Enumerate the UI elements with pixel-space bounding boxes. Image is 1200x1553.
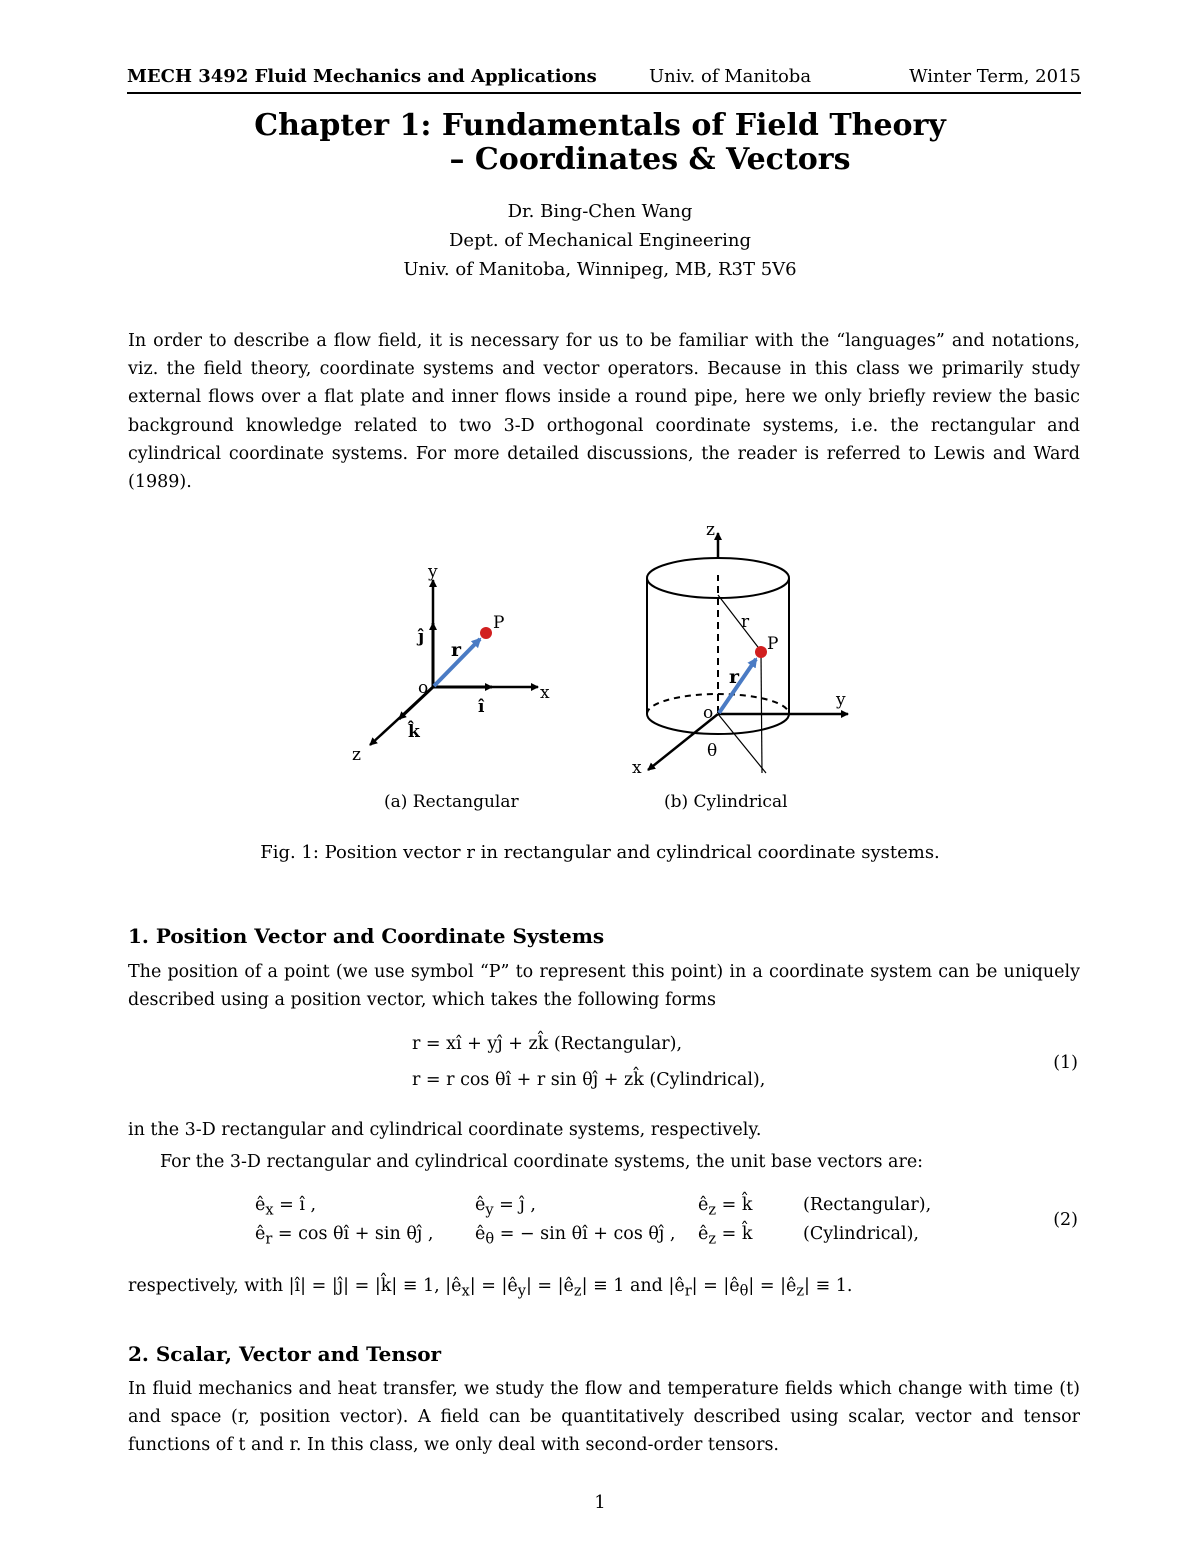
eq2-rect-label: (Rectangular), — [803, 1195, 932, 1215]
author-dept: Dept. of Mechanical Engineering — [448, 230, 752, 251]
label-j: ĵ — [418, 627, 425, 647]
running-header — [127, 66, 1081, 94]
eq2-ez: $ê_z$ = k̂ — [698, 1195, 753, 1219]
equation1-number: (1) — [1053, 1053, 1078, 1073]
label-r-top: r — [741, 612, 750, 632]
label-p: P — [767, 634, 779, 654]
header-university: Univ. of Manitoba — [649, 66, 812, 87]
course-title: MECH 3492 Fluid Mechanics and Applications — [127, 66, 597, 87]
eq2-etheta: $ê_\theta$ = − sin θî + cos θĵ , — [475, 1224, 676, 1248]
label-x: x — [540, 683, 550, 703]
radial-line-top — [718, 595, 761, 651]
subcaption-rectangular: (a) Rectangular — [384, 792, 519, 812]
equation2-number: (2) — [1053, 1210, 1078, 1230]
eq2-er: $ê_r = \cos$ θî + sin θĵ , — [255, 1224, 434, 1248]
label-r: r — [451, 639, 462, 661]
point-p — [480, 627, 492, 639]
rectangular-diagram — [352, 562, 550, 765]
figure-caption: Fig. 1: Position vector r in rectangular and cylindrical coordinate systems. — [260, 842, 940, 863]
section2-heading: 2. Scalar, Vector and Tensor — [128, 1342, 442, 1366]
section2-paragraph: In fluid mechanics and heat transfer, we study the flow and temperature fields which change with time (t) and space (r, position vector). A field can be quantitatively described using scalar, vector and tensor functions of t and r. In this class, we only deal with second-order tensors. — [128, 1379, 1080, 1456]
radial-projection — [718, 714, 766, 773]
label-x: x — [632, 758, 642, 778]
label-r: r — [729, 666, 740, 688]
label-p: P — [493, 613, 505, 633]
label-z: z — [352, 745, 361, 765]
coordinate-figure — [0, 515, 1200, 815]
eq2-ey: $ê_y$ = ĵ , — [475, 1195, 536, 1219]
author-name: Dr. Bing-Chen Wang — [507, 201, 693, 222]
chapter-title-line1: Chapter 1: Fundamentals of Field Theory — [254, 108, 946, 143]
section1-paragraph3: For the 3-D rectangular and cylindrical coordinate systems, the unit base vectors are: — [160, 1152, 924, 1172]
label-o: o — [418, 678, 429, 698]
vertical-drop — [761, 653, 762, 773]
label-y: y — [428, 562, 438, 582]
label-i: î — [478, 697, 485, 717]
section1-paragraph2: in the 3-D rectangular and cylindrical coordinate systems, respectively. — [128, 1120, 762, 1140]
label-k: k̂ — [408, 722, 420, 742]
author-address: Univ. of Manitoba, Winnipeg, MB, R3T 5V6 — [403, 259, 797, 280]
eq2-cyl-label: (Cylindrical), — [803, 1224, 919, 1244]
page-number: 1 — [594, 1492, 606, 1513]
label-o: o — [703, 703, 714, 723]
section1-heading: 1. Position Vector and Coordinate Systems — [128, 924, 605, 948]
eq2-ex: $ê_x$ = î , — [255, 1195, 317, 1219]
label-z: z — [706, 520, 715, 540]
cylindrical-diagram — [632, 520, 848, 778]
equation1-line2: r = r cos θî + r sin θĵ + zk̂ (Cylindrical), — [412, 1070, 766, 1090]
subcaption-cylindrical: (b) Cylindrical — [664, 792, 788, 812]
point-p — [755, 646, 767, 658]
section1-paragraph1: The position of a point (we use symbol “P” to represent this point) in a coordinate system can be uniquely described using a position vector, which takes the following forms — [128, 962, 1080, 1011]
intro-paragraph: In order to describe a flow field, it is necessary for us to be familiar with the “languages” and notations, viz. the field theory, coordinate systems and vector operators. Because in this class we primarily study external flows over a flat plate and inner flows inside a round pipe, here we only briefly review the basic background knowledge related to two 3-D orthogonal coordinate systems, i.e. the rectangular and cylindrical coordinate systems. For more detailed discussions, the reader is referred to Lewis and Ward (1989). — [128, 331, 1080, 493]
eq2-ez-cyl: $ê_z$ = k̂ — [698, 1224, 753, 1248]
label-theta: θ — [707, 741, 718, 761]
equation1-line1: r = xî + yĵ + zk̂ (Rectangular), — [412, 1034, 683, 1054]
chapter-title-line2: – Coordinates & Vectors — [449, 142, 851, 177]
cylinder-bottom-front — [647, 714, 789, 734]
label-y: y — [836, 690, 846, 710]
header-term: Winter Term, 2015 — [909, 66, 1081, 87]
section1-paragraph4: respectively, with |î| = |ĵ| = |k̂| ≡ 1, $|ê_x|$ = $|ê_y|$ = $|ê_z| \equiv 1$ and $|ê_r|$ = $|ê_\theta|$ = $|ê_z| \equiv 1$. — [128, 1276, 853, 1300]
